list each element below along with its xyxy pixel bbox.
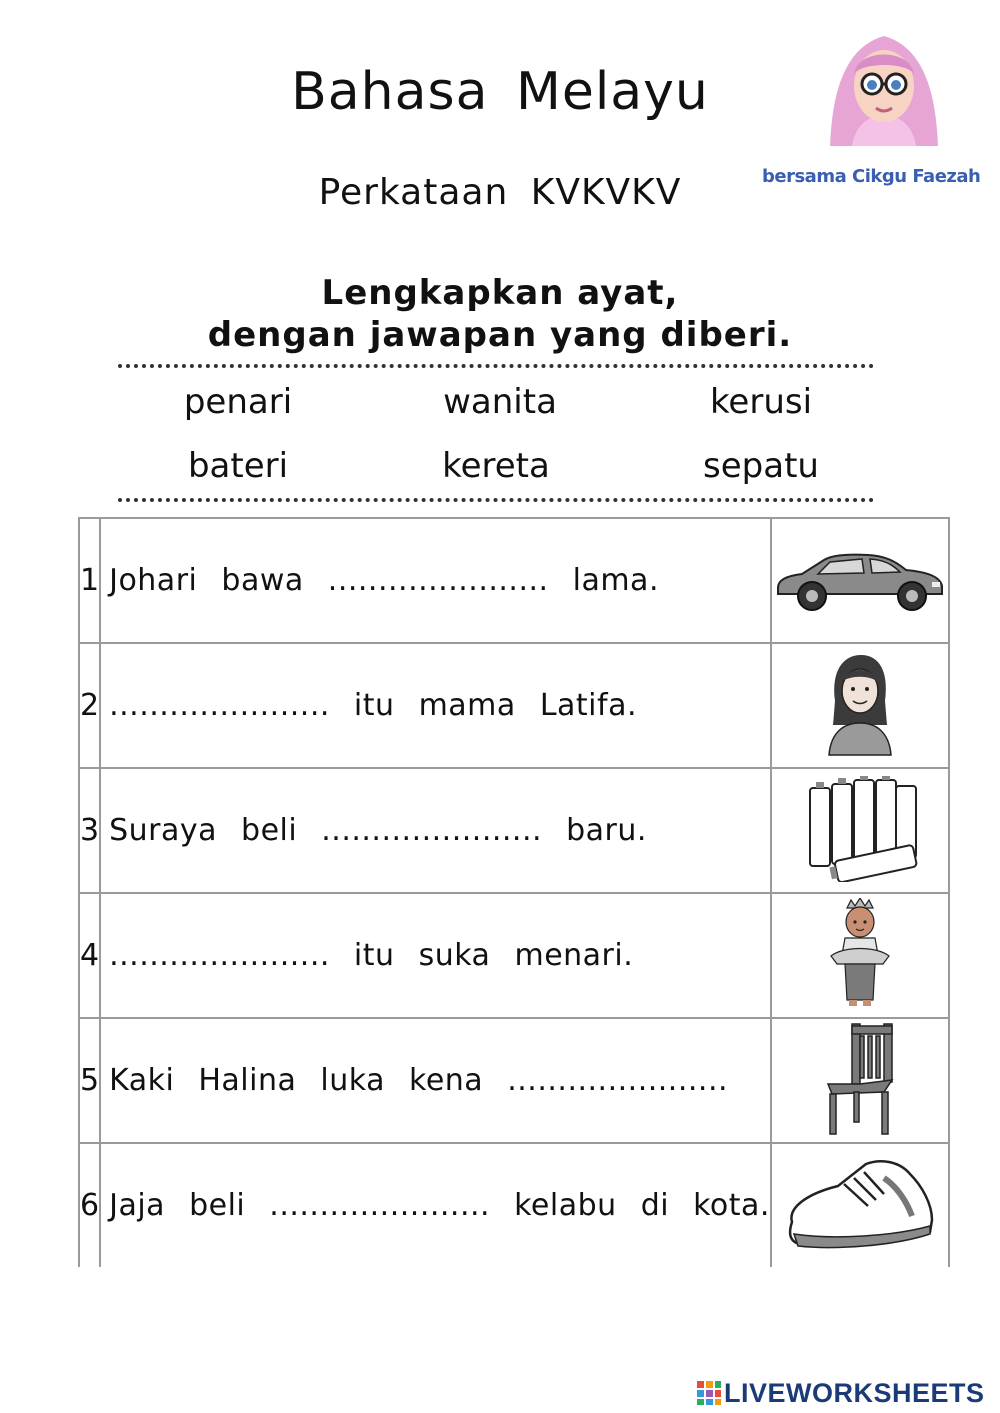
- question-number: 5: [79, 1018, 100, 1143]
- question-number: 3: [79, 768, 100, 893]
- table-row: [79, 518, 949, 643]
- teacher-avatar-icon: [822, 28, 946, 146]
- page-subtitle: Perkataan KVKVKV: [318, 172, 682, 213]
- woman-icon: [825, 651, 895, 757]
- question-sentence[interactable]: ...................... itu suka menari.: [100, 893, 771, 1018]
- chair-icon: [824, 1022, 896, 1136]
- word-bank-item[interactable]: penari: [183, 382, 293, 422]
- instruction-line-2: dengan jawapan yang diberi.: [207, 315, 793, 355]
- question-number: 2: [79, 643, 100, 768]
- table-row: [79, 1018, 949, 1143]
- bottom-dotted-divider: [118, 498, 874, 502]
- question-sentence[interactable]: Suraya beli ...................... baru.: [100, 768, 771, 893]
- question-number: 1: [79, 518, 100, 643]
- liveworksheets-grid-icon: [696, 1380, 722, 1406]
- instruction: [0, 272, 1000, 356]
- table-row: [79, 768, 949, 893]
- question-sentence[interactable]: Johari bawa ...................... lama.: [100, 518, 771, 643]
- word-bank-item[interactable]: wanita: [443, 382, 557, 422]
- top-dotted-divider: [118, 364, 874, 368]
- table-row: [79, 1143, 949, 1267]
- car-icon: [772, 544, 948, 614]
- table-row: [79, 643, 949, 768]
- question-sentence[interactable]: ...................... itu mama Latifa.: [100, 643, 771, 768]
- question-number: 4: [79, 893, 100, 1018]
- brand-label: bersama Cikgu Faezah: [762, 166, 981, 187]
- batteries-icon: [800, 776, 920, 882]
- liveworksheets-logo: [696, 1376, 985, 1410]
- word-bank-item[interactable]: bateri: [187, 446, 289, 486]
- liveworksheets-text: LIVEWORKSHEETS: [724, 1377, 985, 1408]
- instruction-line-1: Lengkapkan ayat,: [321, 273, 679, 313]
- question-sentence[interactable]: Jaja beli ...................... kelabu di kota.: [100, 1143, 771, 1267]
- word-bank-item[interactable]: sepatu: [703, 446, 819, 486]
- word-bank-item[interactable]: kereta: [442, 446, 550, 486]
- question-sentence[interactable]: Kaki Halina luka kena ......................: [100, 1018, 771, 1143]
- page-title: Bahasa Melayu: [291, 62, 709, 122]
- question-table: [78, 517, 950, 1267]
- shoe-icon: [784, 1156, 936, 1252]
- question-number: 6: [79, 1143, 100, 1267]
- word-bank-item[interactable]: kerusi: [709, 382, 813, 422]
- dancer-icon: [825, 898, 895, 1010]
- table-row: [79, 893, 949, 1018]
